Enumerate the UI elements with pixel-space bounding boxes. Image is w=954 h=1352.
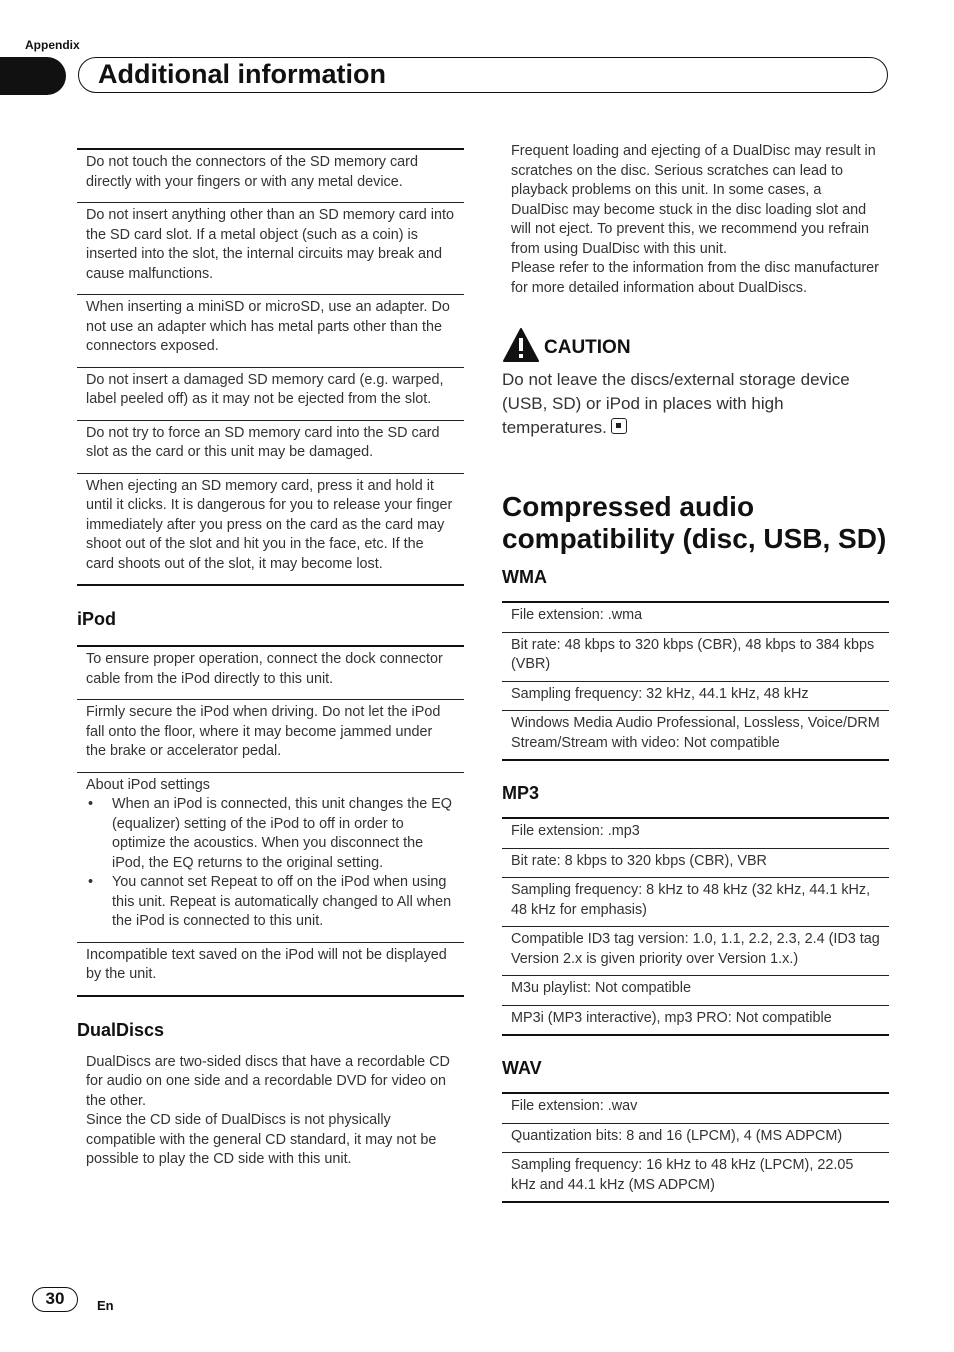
section-label: Appendix <box>25 38 80 52</box>
wma-row: File extension: .wma <box>511 607 643 623</box>
ipod-note: Firmly secure the iPod when driving. Do not let the iPod fall onto the floor, where it may become jammed under the brake or accelerator pedal. <box>77 699 464 772</box>
ipod-note: Incompatible text saved on the iPod will not be displayed by the unit. <box>77 942 464 995</box>
sd-note: Do not insert anything other than an SD memory card into the SD card slot. If a metal object (such as a coin) is inserted into the slot, the internal circuits may break and cause malfunctions. <box>77 202 464 294</box>
mp3-row: File extension: .mp3 <box>511 823 640 839</box>
mp3-row: M3u playlist: Not compatible <box>502 975 889 1005</box>
wav-table <box>502 1092 889 1203</box>
wma-table <box>502 601 889 761</box>
dualdiscs-body <box>77 1053 464 1170</box>
wma-row: Bit rate: 48 kbps to 320 kbps (CBR), 48 kbps to 384 kbps (VBR) <box>502 632 889 681</box>
wav-row: Sampling frequency: 16 kHz to 48 kHz (LPCM), 22.05 kHz and 44.1 kHz (MS ADPCM) <box>502 1152 889 1201</box>
wav-heading: WAV <box>502 1058 542 1078</box>
dualdiscs-paragraph: Please refer to the information from the disc manufacturer for more detailed information about DualDiscs. <box>511 260 879 296</box>
ipod-settings-list <box>86 795 455 932</box>
mp3-row: Bit rate: 8 kbps to 320 kbps (CBR), VBR <box>502 848 889 878</box>
mp3-table <box>502 817 889 1036</box>
caution-text <box>502 368 889 440</box>
dualdiscs-heading: DualDiscs <box>77 1019 165 1040</box>
section-tab <box>0 57 66 95</box>
end-mark-icon <box>611 418 627 434</box>
language-label: En <box>97 1298 114 1313</box>
ipod-settings-bullet: • You cannot set Repeat to off on the iPod when using this unit. Repeat is automatically changed to All when the iPod is connected to this unit. <box>86 873 455 932</box>
mp3-row: Sampling frequency: 8 kHz to 48 kHz (32 kHz, 44.1 kHz, 48 kHz for emphasis) <box>502 877 889 926</box>
left-column <box>77 148 464 1170</box>
mp3-row: MP3i (MP3 interactive), mp3 PRO: Not compatible <box>502 1005 889 1035</box>
ipod-heading: iPod <box>77 609 116 629</box>
ipod-settings-bullet: • When an iPod is connected, this unit changes the EQ (equalizer) setting of the iPod to off in order to optimize the acoustics. When you disconnect the iPod, the EQ returns to the original setting. <box>86 795 455 873</box>
sd-card-notes <box>77 148 464 586</box>
wma-heading: WMA <box>502 567 547 587</box>
dualdiscs-paragraph: Since the CD side of DualDiscs is not physically compatible with the general CD standard, it may not be possible to play the CD side with this unit. <box>86 1112 437 1167</box>
mp3-row: Compatible ID3 tag version: 1.0, 1.1, 2.2, 2.3, 2.4 (ID3 tag Version 2.x is given priority over Version 1.x.) <box>502 926 889 975</box>
sd-note: When ejecting an SD memory card, press it and hold it until it clicks. It is dangerous for you to release your finger immediately after you press on the card as the card may shoot out of the slot and hit you in the face, etc. If the card shoots out of the slot, it may become lost. <box>77 473 464 585</box>
caution-text-body: Do not leave the discs/external storage device (USB, SD) or iPod in places with high temperatures. <box>502 370 850 437</box>
compressed-audio-title: Compressed audio compatibility (disc, USB, SD) <box>502 491 887 554</box>
caution-block <box>502 327 889 440</box>
sd-note: Do not try to force an SD memory card into the SD card slot as the card or this unit may be damaged. <box>77 420 464 473</box>
dualdiscs-paragraph: DualDiscs are two-sided discs that have a recordable CD for audio on one side and a recordable DVD for video on the other. <box>86 1053 450 1109</box>
sd-note: Do not touch the connectors of the SD memory card directly with your fingers or with any metal device. <box>86 154 418 190</box>
ipod-settings-title: About iPod settings <box>86 776 210 793</box>
caution-label: CAUTION <box>544 336 631 358</box>
sd-note: When inserting a miniSD or microSD, use an adapter. Do not use an adapter which has metal parts other than the connectors exposed. <box>77 294 464 367</box>
mp3-heading: MP3 <box>502 783 540 803</box>
ipod-notes <box>77 645 464 997</box>
sd-note: Do not insert a damaged SD memory card (e.g. warped, label peeled off) as it may not be ejected from the slot. <box>77 367 464 420</box>
page-number: 30 <box>32 1287 78 1312</box>
wav-row: Quantization bits: 8 and 16 (LPCM), 4 (MS ADPCM) <box>502 1123 889 1153</box>
dualdiscs-paragraph: Frequent loading and ejecting of a DualDisc may result in scratches on the disc. Serious scratches can lead to playback problems on this unit. In some cases, a DualDisc may become stuck in the disc loading slot and will not eject. To prevent this, we recommend you refrain from using DualDisc with this unit. <box>511 143 876 257</box>
caution-header <box>502 327 889 368</box>
warning-icon <box>502 327 540 368</box>
wma-row: Windows Media Audio Professional, Lossless, Voice/DRM Stream/Stream with video: Not compatible <box>502 710 889 759</box>
wav-row: File extension: .wav <box>511 1098 638 1114</box>
page-title: Additional information <box>98 59 386 89</box>
ipod-settings-note <box>77 772 464 942</box>
right-column <box>502 142 889 1203</box>
wma-row: Sampling frequency: 32 kHz, 44.1 kHz, 48 kHz <box>502 681 889 711</box>
ipod-note: To ensure proper operation, connect the dock connector cable from the iPod directly to this unit. <box>86 651 443 687</box>
